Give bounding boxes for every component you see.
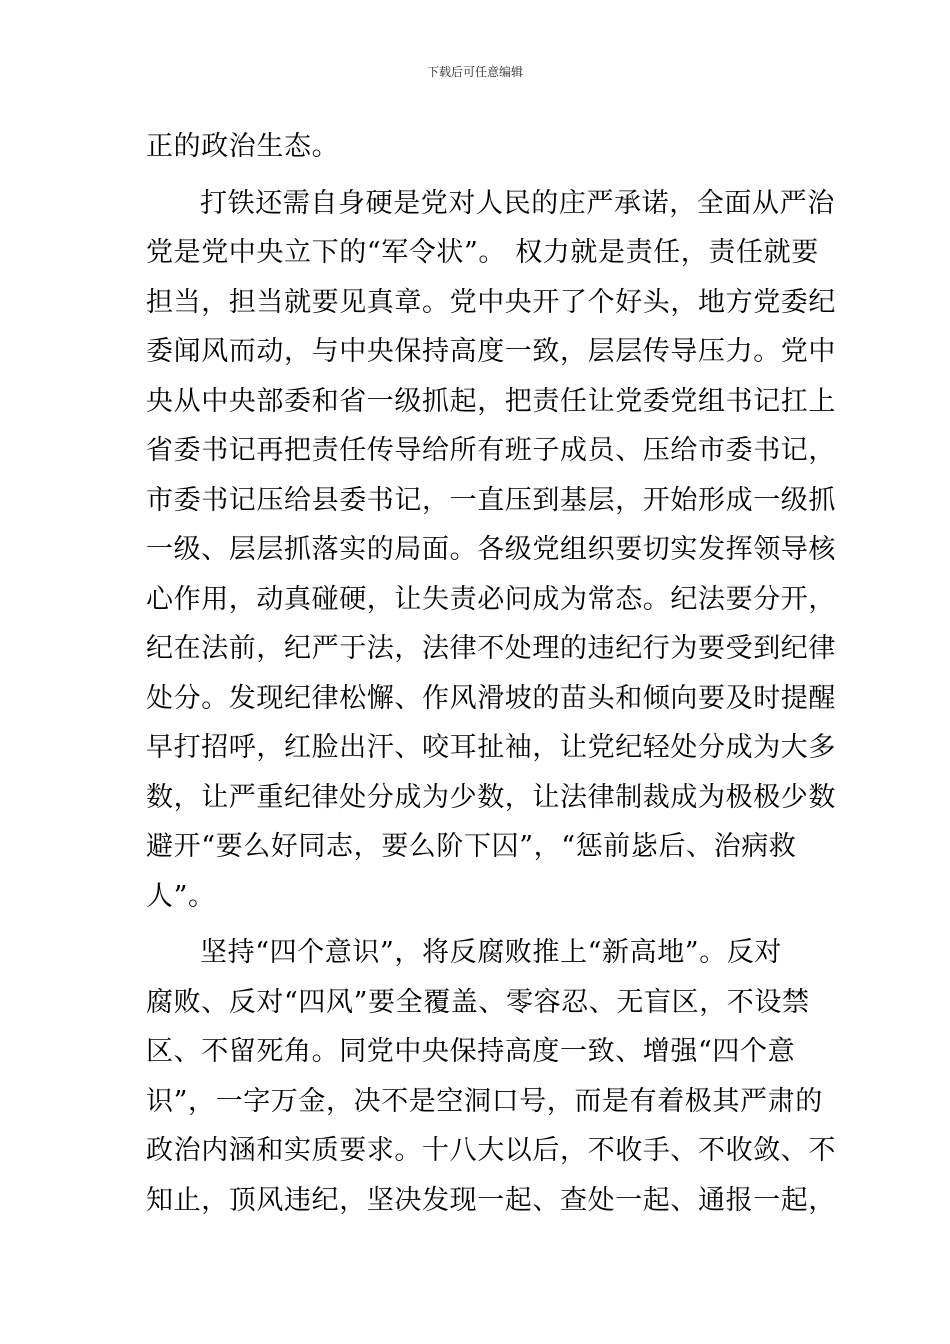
text-line: 早打招呼，红脸出汗、咬耳扯袖，让党纪轻处分成为大多 xyxy=(146,732,836,763)
text-line: 委闻风而动，与中央保持高度一致，层层传导压力。党中 xyxy=(146,336,836,367)
paragraph-1 xyxy=(146,122,810,172)
text-line: 担当，担当就要见真章。党中央开了个好头，地方党委纪 xyxy=(146,286,836,318)
text-line: 省委书记再把责任传导给所有班子成员、压给市委书记， xyxy=(146,435,836,466)
text-line: 坚持“四个意识”，将反腐败推上“新高地”。反对 xyxy=(200,937,783,968)
text-line: 市委书记压给县委书记，一直压到基层，开始形成一级抓 xyxy=(146,484,836,516)
text-line: 政治内涵和实质要求。十八大以后，不收手、不收敛、不 xyxy=(146,1135,836,1166)
document-body xyxy=(146,122,836,1225)
text-line: 区、不留死角。同党中央保持高度一致、增强“四个意 xyxy=(146,1036,796,1067)
paragraph-3 xyxy=(146,928,836,1225)
text-line: 纪在法前，纪严于法，法律不处理的违纪行为要受到纪律 xyxy=(146,633,836,664)
text-line: 一级、层层抓落实的局面。各级党组织要切实发挥领导核 xyxy=(146,534,836,565)
paragraph-2 xyxy=(146,179,836,922)
text-line: 央从中央部委和省一级抓起，把责任让党委党组书记扛上 xyxy=(146,385,836,417)
page-header-note: 下载后可任意编辑 xyxy=(426,65,523,79)
text-line: 知止，顶风违纪，坚决发现一起、查处一起、通报一起， xyxy=(146,1184,836,1216)
text-line: 数，让严重纪律处分成为少数，让法律制裁成为极极少数 xyxy=(146,781,836,813)
text-line: 人”。 xyxy=(146,880,216,912)
text-line: 腐败、反对“四风”要全覆盖、零容忍、无盲区，不设禁 xyxy=(146,986,810,1018)
text-line: 打铁还需自身硬是党对人民的庄严承诺，全面从严治 xyxy=(200,187,835,219)
text-line: 正的政治生态。 xyxy=(146,131,340,162)
text-line: 处分。发现纪律松懈、作风滑坡的苗头和倾向要及时提醒 xyxy=(146,682,836,714)
text-line: 心作用，动真碰硬，让失责必问成为常态。纪法要分开， xyxy=(146,583,836,615)
text-line: 避开“要么好同志，要么阶下囚”，“惩前毖后、治病救 xyxy=(146,831,797,862)
text-line: 党是党中央立下的“军令状”。 权力就是责任，责任就要 xyxy=(146,237,819,268)
text-line: 识”，一字万金，决不是空洞口号，而是有着极其严肃的 xyxy=(146,1085,823,1117)
